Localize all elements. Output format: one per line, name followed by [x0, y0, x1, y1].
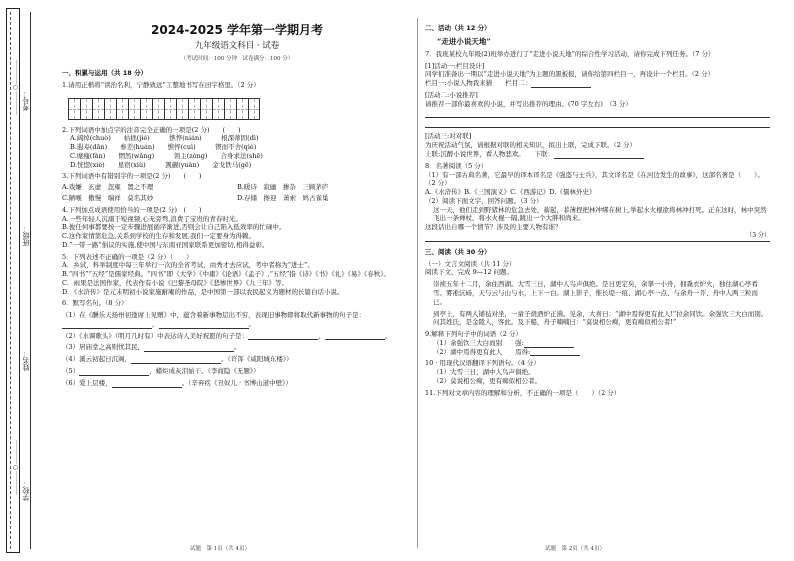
question-9: 9.解释下列句子中的词语（2 分）	[425, 330, 522, 339]
option-list	[62, 261, 412, 296]
answer-blank[interactable]	[554, 152, 644, 159]
page-title: 2024-2025 学年第一学期月考	[151, 23, 323, 37]
question-7: 7．我班某校九年级(2)班举办进行了“走进小说天地”的综合性学习活动，请你完成下列任务。（7 分）	[425, 49, 715, 58]
answer-line[interactable]	[425, 120, 770, 128]
q6-item-2: （2）《水调歌头》（明月几时有）中表达诗人美好祝愿的句子是： ， 。	[62, 331, 392, 340]
option: A.一些年轻人沉溺于短视频,心无旁骛,浪费了宝贵的青春时光。	[62, 214, 242, 223]
answer-blank[interactable]	[248, 333, 318, 340]
class-label: 班级：	[22, 225, 30, 246]
name-label: 姓名：	[22, 350, 30, 371]
activity-1-columns: 栏目一:小说人物我来猜 栏目二：	[425, 79, 770, 88]
q6-item-1: （1）在《酬乐天扬州初逢席上见赠》中，蕴含着新事物层出不穷，表现旧事物即将取代新事物的句子是：， 。	[62, 311, 366, 328]
question-8-prompt: 这段话出自哪一个情节？涉及的主要人物有谁？	[425, 223, 562, 232]
option: D.存储 搀迎 萧索 鸠占雀巢	[237, 193, 329, 202]
seal-mark: …………○…………	[12, 440, 19, 495]
option: C.这作家情第危急,关系到学校的生存和发展,我们一定要身为得赖。	[62, 232, 255, 241]
q9-item-1: （1）余强饮三大白而别 强:	[425, 339, 770, 348]
activity-2: [活动二:小说推荐]	[425, 90, 478, 99]
answer-blank[interactable]	[159, 322, 249, 329]
exam-info: （考试时间：100 分钟 试卷满分：100 分）	[180, 55, 294, 62]
answer-blank[interactable]	[531, 81, 591, 88]
answer-blank[interactable]	[131, 357, 221, 364]
school-label: 学校：	[22, 480, 30, 501]
q10-item-1: （1）大雪三日，湖中人鸟声俱绝。	[433, 368, 535, 377]
option: A.戏嫌 玄虚 忽雍 置之不理	[62, 183, 154, 192]
activity-3-text: 为庆祝活动气氛，请根据对联的相关知识，拟出上联，完成下联。（2 分）	[425, 141, 636, 150]
option: D．《水浒传》是元末明初小说家施耐庵的作品，是中国第一部以农民起义为题材的长篇白话小说。	[62, 287, 344, 296]
option: B.“四书”“五经”是儒家经典。“四书”即《大学》《中庸》《论语》《孟子》,“五经”指《诗》《书》《礼》《易》《春秋》。	[62, 270, 390, 279]
option: B.暖诗 寂幽 掺杂 三顾茅庐	[237, 183, 329, 192]
activity-2-text: 请推荐一部你最喜欢的小说，并写出推荐的理由。(70 字左右) （3 分）	[425, 99, 632, 108]
option: C．雨果是法国作家，代表作有小说《巴黎圣母院》《悲惨世界》《九三年》等。	[62, 278, 288, 287]
option: C.陋喉 傲慢 端祥 莫名其妙	[62, 193, 154, 202]
answer-line[interactable]	[425, 110, 770, 118]
activity-title: “走进小说天地”	[437, 36, 491, 46]
activity-1-text: 同学们准备出一期以“走进小说天地”为主题的黑板报，请你给第四栏目一，再设计一个栏目。（2 分）	[425, 70, 715, 79]
question-8: 8．名著阅读（5 分）	[425, 161, 488, 170]
answer-blank[interactable]	[79, 369, 149, 376]
question-6: 6．默写名句。（8 分）	[62, 299, 128, 308]
answer-blank[interactable]	[325, 333, 385, 340]
q9-item-2: （2）湖中焉得更有此人 焉得:	[425, 348, 770, 357]
q6-item-3: （3）居庙堂之高则忧其民， 。	[62, 343, 241, 352]
column-divider	[417, 18, 418, 548]
section-heading: 二、活动（共 12 分）	[425, 24, 491, 32]
question-8-2: （2）阅读下面文字，回答问题。（3 分）	[425, 196, 543, 205]
answer-blank[interactable]	[62, 322, 152, 329]
answer-blank[interactable]	[112, 381, 182, 388]
q6-item-4: （4）溪云初起日沉阁， 。（许浑《咸阳城东楼》）	[62, 355, 293, 364]
question-1: 1.请用正楷将“读治名利，宁静致远”工整地书写在田字格里。（2 分）	[62, 80, 260, 89]
answer-blank[interactable]	[524, 341, 574, 348]
option: D.“一带一路”倡议的实施,使中国与东南亚国家联系更加密切,相得益彰。	[62, 240, 269, 249]
couplet: 上联:沉醉小说世界，看人物悲欢。 下联：	[425, 150, 770, 159]
activity-3: [活动三:对对联]	[425, 132, 472, 141]
option-list	[62, 134, 412, 169]
option: A．乡试，科举制度中每三年举行一次的全省考试，由秀才去应试，考中者称为“进士”。	[62, 261, 314, 270]
excerpt-text: 这一天，他们走到野猪林的危急去处，蓄起，菲薄捏把林冲绑在树上,举起水火棍欲将林冲打死。正在这时，林中突然飞出一条禅杖，将水火棍一隔,跳出一个大胖和尚来。	[433, 205, 767, 223]
page-footer: 试题 第 1页（共 4页）	[190, 545, 250, 552]
q10-item-2: （2）莫说相公痴，更有痴似相公者。	[433, 376, 542, 385]
option: B.俊任何事都要按一定步骤进展循序渐进,否则会让自己陷入低效率的忙碌中。	[62, 223, 286, 232]
number-label: 考号：	[22, 90, 30, 111]
option-list	[62, 183, 412, 203]
section-heading: 一、积累与运用（共 18 分）	[62, 69, 148, 78]
question-4: 4.下列加点成语使用恰当的一项是(2 分) ( )	[62, 205, 202, 214]
reading-subsection: （一）文言文阅读（共 11 分）	[425, 259, 516, 268]
question-3: 3.下列词语中有错别字的一项是(2 分) ( )	[62, 172, 202, 181]
right-column	[425, 18, 770, 397]
question-5: 5．下列表述不正确的一项是（2 分）（ ）	[62, 252, 193, 261]
section-heading: 三、阅读（共 30 分）	[425, 247, 491, 256]
question-11: 11.下列对文章内容的理解和分析，不正确的一项是（ ）（2 分）	[425, 388, 621, 397]
q6-item-5: （5） ，蜡炬成灰泪始干。（李商隐《无题》）	[62, 366, 260, 375]
question-2: 2.下列词语中加点字的注音完全正确的一项是(2 分) ( )	[62, 125, 241, 134]
question-10: 10 · 用现代汉语翻译下列语句。（4 分）	[425, 359, 540, 368]
reading-instruction: 阅读下文，完成 9—12 问题。	[425, 268, 514, 277]
option: D.恍惚(xiè) 星宿(xiù) 觊觎(yuàn) 金戈铁马(gē)	[70, 160, 252, 169]
option-list	[62, 215, 412, 250]
question-8-options: A.《水浒传》B.《三国演义》C.《西游记》D.《儒林外史》	[425, 188, 596, 197]
activity-1: [1]活动一:栏目设计]	[425, 61, 485, 70]
answer-line[interactable]: （3 分）	[425, 234, 770, 242]
answer-blank[interactable]	[530, 349, 580, 356]
left-column	[62, 18, 412, 388]
tianzige-grid[interactable]	[68, 98, 412, 120]
passage-paragraph: 到亭上，有两人铺毡对坐，一童子烧酒炉正沸。见余，大喜曰：“湖中焉得更有此人!”拉余同饮。余强饮三大白而别。问其姓氏，是金陵人，客此。及下船，舟子喃喃曰：“莫说相公痴，更有痴似相公者!”	[433, 309, 768, 327]
page-subtitle: 九年级语文科目 · 试卷	[194, 41, 280, 52]
seal-mark: …………○…………	[12, 60, 19, 115]
option: B.遐寿(dān) 参差(huán) 憔悴(cuì) 锲而不舍(qiè)	[70, 143, 257, 152]
question-8-1: （1）有一部古典名著，它最早的译本译名是《强盗与士兵》，其文译名是《在河边发生的故事》，这部名著是（ ）。（2 分）	[425, 170, 764, 188]
q6-item-6: （6）爱上层楼， 。（辛弃疾《丑奴儿 · 书博山道中壁》）	[62, 378, 292, 387]
binding-sidebar	[0, 0, 40, 561]
option: A.阔绰(chuò) 枯拙(jié) 憔悴(nián) 根深蒂固(dì)	[70, 134, 259, 143]
option: C.麾瘦(fàn) 惘然(wǎng) 领主(zǒng) 合身求法(shē)	[70, 151, 263, 160]
page-footer: 试题 第 2页（共 4页）	[545, 545, 605, 552]
passage-paragraph: 崇祯五年十二月，余住西湖。大雪三日，湖中人鸟声俱绝。是日更定矣，余拏一小舟，拥毳衣炉火，独往湖心亭看雪。雾凇沆砀，天与云与山与水，上下一白。湖上影子，惟长堤一痕、湖心亭一点、与余舟一芥、舟中人两三粒而已。	[433, 280, 758, 306]
answer-blank[interactable]	[144, 345, 234, 352]
